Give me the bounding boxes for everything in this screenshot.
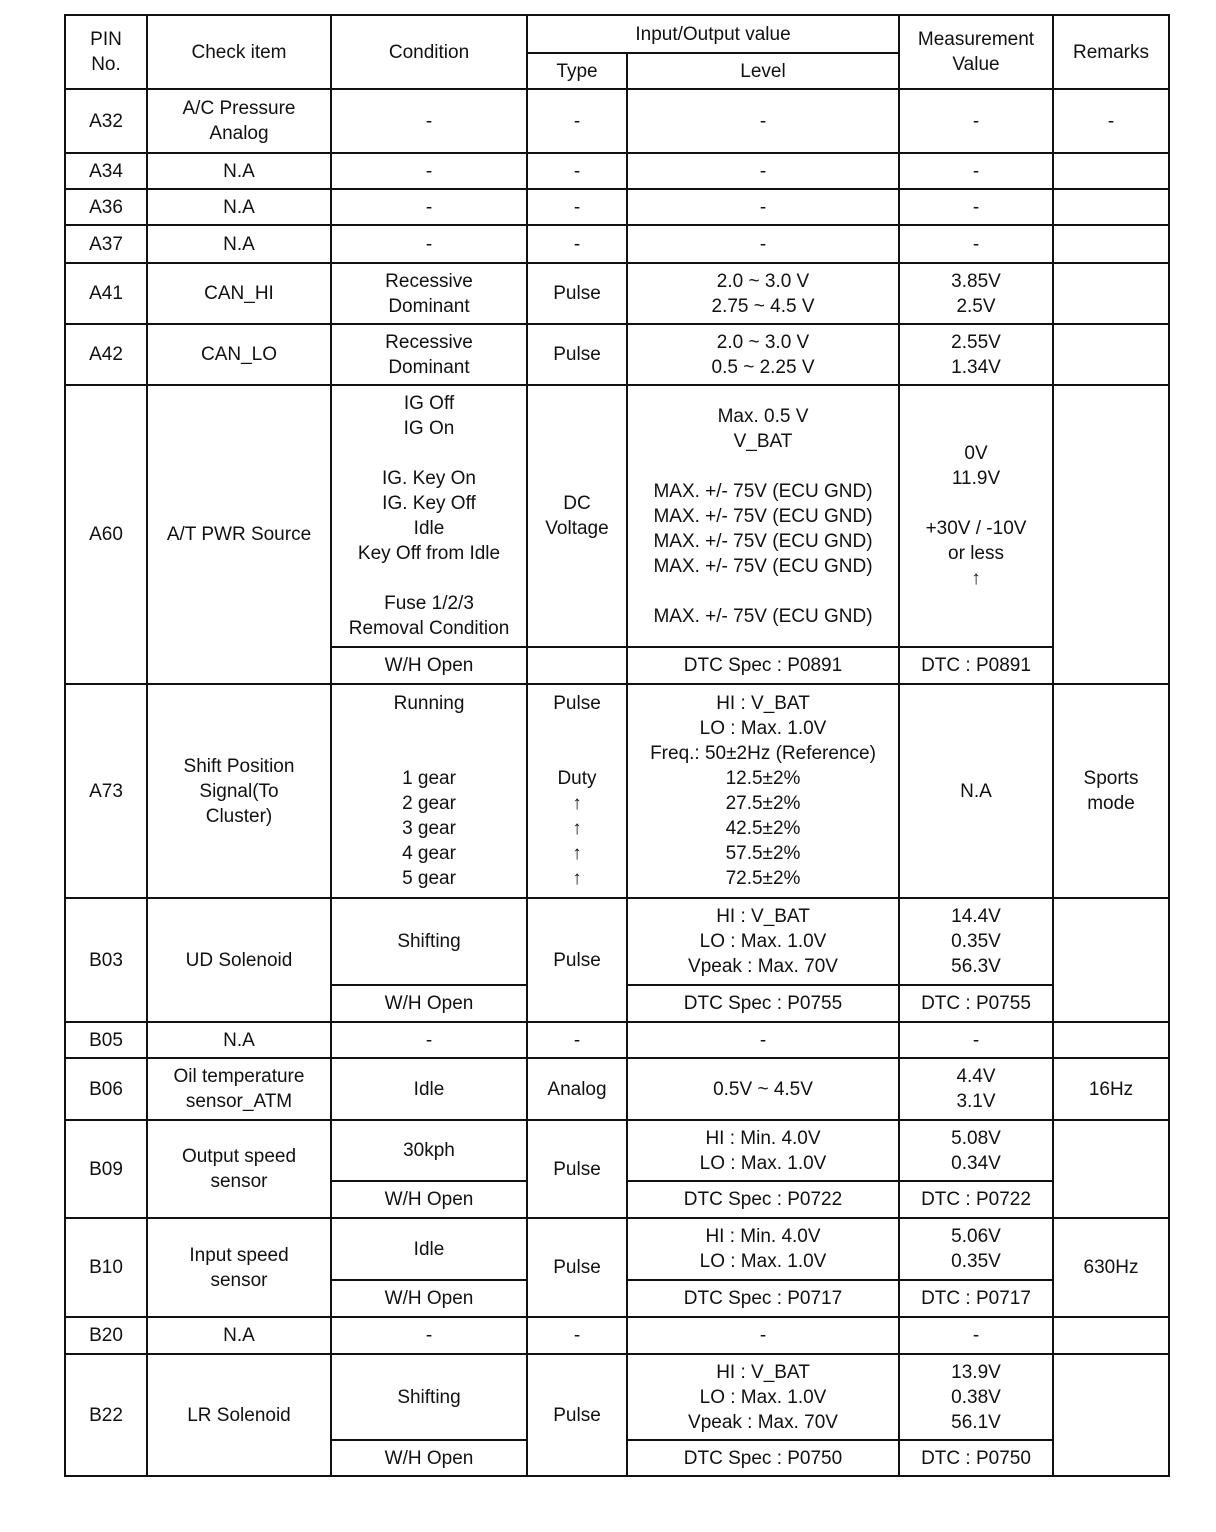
pin-cell: B03 <box>65 898 147 1022</box>
level-cell: 0.5V ~ 4.5V <box>627 1058 899 1120</box>
pin-cell: A42 <box>65 324 147 385</box>
level-cell: Max. 0.5 V V_BAT MAX. +/- 75V (ECU GND) MAX. +/- 75V (ECU GND) MAX. +/- 75V (ECU GND) MAX. +/- 75V (ECU GND) MAX. +/- 75V (ECU GND) <box>627 385 899 647</box>
check-item-cell: A/C Pressure Analog <box>147 89 331 153</box>
condition-cell: - <box>331 153 527 189</box>
type-cell: Analog <box>527 1058 627 1120</box>
condition-cell: - <box>331 225 527 263</box>
check-item-cell: LR Solenoid <box>147 1354 331 1476</box>
remarks-cell <box>1053 263 1169 324</box>
pin-cell: B22 <box>65 1354 147 1476</box>
pin-cell: A34 <box>65 153 147 189</box>
pin-cell: B20 <box>65 1317 147 1354</box>
measurement-cell: DTC : P0717 <box>899 1280 1053 1317</box>
table-row-a60 <box>65 385 1169 647</box>
remarks-cell: - <box>1053 89 1169 153</box>
type-cell: - <box>527 153 627 189</box>
condition-cell: W/H Open <box>331 1440 527 1476</box>
pin-cell: A60 <box>65 385 147 684</box>
header-condition: Condition <box>331 15 527 89</box>
level-cell: HI : V_BAT LO : Max. 1.0V Freq.: 50±2Hz (Reference) 12.5±2% 27.5±2% 42.5±2% 57.5±2% 72.5±2% <box>627 684 899 898</box>
pin-cell: A36 <box>65 189 147 225</box>
condition-cell: - <box>331 1317 527 1354</box>
measurement-cell: - <box>899 189 1053 225</box>
type-cell: Pulse <box>527 1120 627 1218</box>
table-row-a73 <box>65 684 1169 898</box>
check-item-cell: CAN_HI <box>147 263 331 324</box>
table-row-b03 <box>65 898 1169 985</box>
condition-cell: Idle <box>331 1218 527 1280</box>
header-io-value: Input/Output value <box>527 15 899 53</box>
check-item-cell: Input speed sensor <box>147 1218 331 1317</box>
type-cell: Pulse <box>527 898 627 1022</box>
check-item-cell: Oil temperature sensor_ATM <box>147 1058 331 1120</box>
header-row <box>65 15 1169 53</box>
remarks-cell <box>1053 1317 1169 1354</box>
type-cell: Pulse <box>527 263 627 324</box>
measurement-cell: 3.85V 2.5V <box>899 263 1053 324</box>
check-item-cell: N.A <box>147 153 331 189</box>
remarks-cell <box>1053 385 1169 684</box>
condition-cell: Running 1 gear 2 gear 3 gear 4 gear 5 gear <box>331 684 527 898</box>
pin-cell: A41 <box>65 263 147 324</box>
remarks-cell <box>1053 324 1169 385</box>
remarks-cell <box>1053 153 1169 189</box>
pin-cell: B06 <box>65 1058 147 1120</box>
table-row-a41 <box>65 263 1169 324</box>
measurement-cell: - <box>899 1022 1053 1058</box>
measurement-cell: - <box>899 1317 1053 1354</box>
check-item-cell: UD Solenoid <box>147 898 331 1022</box>
table-row-a42 <box>65 324 1169 385</box>
level-cell: DTC Spec : P0717 <box>627 1280 899 1317</box>
measurement-cell: - <box>899 153 1053 189</box>
remarks-cell: 16Hz <box>1053 1058 1169 1120</box>
condition-cell: W/H Open <box>331 1280 527 1317</box>
condition-cell: Shifting <box>331 1354 527 1440</box>
measurement-cell: 14.4V 0.35V 56.3V <box>899 898 1053 985</box>
measurement-cell: 4.4V 3.1V <box>899 1058 1053 1120</box>
type-cell: Pulse <box>527 1218 627 1317</box>
level-cell: DTC Spec : P0891 <box>627 647 899 684</box>
pin-cell: A32 <box>65 89 147 153</box>
condition-cell: W/H Open <box>331 647 527 684</box>
type-cell: - <box>527 189 627 225</box>
level-cell: - <box>627 1022 899 1058</box>
level-cell: HI : Min. 4.0V LO : Max. 1.0V <box>627 1218 899 1280</box>
table-row-b10 <box>65 1218 1169 1280</box>
condition-cell: Idle <box>331 1058 527 1120</box>
condition-cell: - <box>331 1022 527 1058</box>
condition-cell: - <box>331 189 527 225</box>
condition-cell: IG Off IG On IG. Key On IG. Key Off Idle Key Off from Idle Fuse 1/2/3 Removal Condition <box>331 385 527 647</box>
pin-cell: A37 <box>65 225 147 263</box>
level-cell: DTC Spec : P0755 <box>627 985 899 1022</box>
level-cell: - <box>627 225 899 263</box>
condition-cell: - <box>331 89 527 153</box>
type-cell: DC Voltage <box>527 385 627 647</box>
table-row-a34 <box>65 153 1169 189</box>
measurement-cell: 2.55V 1.34V <box>899 324 1053 385</box>
condition-cell: W/H Open <box>331 1181 527 1218</box>
table-row-b22 <box>65 1354 1169 1440</box>
measurement-cell: DTC : P0750 <box>899 1440 1053 1476</box>
measurement-cell: 13.9V 0.38V 56.1V <box>899 1354 1053 1440</box>
header-check-item: Check item <box>147 15 331 89</box>
remarks-cell <box>1053 225 1169 263</box>
level-cell: HI : Min. 4.0V LO : Max. 1.0V <box>627 1120 899 1181</box>
condition-cell: Recessive Dominant <box>331 324 527 385</box>
header-remarks: Remarks <box>1053 15 1169 89</box>
remarks-cell <box>1053 1120 1169 1218</box>
pin-cell: A73 <box>65 684 147 898</box>
check-item-cell: CAN_LO <box>147 324 331 385</box>
table-row-b05 <box>65 1022 1169 1058</box>
condition-cell: 30kph <box>331 1120 527 1181</box>
remarks-cell: 630Hz <box>1053 1218 1169 1317</box>
type-cell <box>527 647 627 684</box>
check-item-cell: Output speed sensor <box>147 1120 331 1218</box>
check-item-cell: N.A <box>147 225 331 263</box>
remarks-cell <box>1053 1022 1169 1058</box>
condition-cell: W/H Open <box>331 985 527 1022</box>
check-item-cell: N.A <box>147 1317 331 1354</box>
type-cell: Pulse <box>527 1354 627 1476</box>
condition-cell: Shifting <box>331 898 527 985</box>
measurement-cell: 0V 11.9V +30V / -10V or less ↑ <box>899 385 1053 647</box>
table-row-a36 <box>65 189 1169 225</box>
pin-cell: B10 <box>65 1218 147 1317</box>
type-cell: - <box>527 89 627 153</box>
check-item-cell: N.A <box>147 1022 331 1058</box>
type-cell: - <box>527 1317 627 1354</box>
measurement-cell: N.A <box>899 684 1053 898</box>
level-cell: - <box>627 89 899 153</box>
level-cell: DTC Spec : P0750 <box>627 1440 899 1476</box>
table-row-b06 <box>65 1058 1169 1120</box>
condition-cell: Recessive Dominant <box>331 263 527 324</box>
level-cell: - <box>627 1317 899 1354</box>
header-pin-no: PIN No. <box>65 15 147 89</box>
header-type: Type <box>527 53 627 89</box>
header-level: Level <box>627 53 899 89</box>
table-row-a37 <box>65 225 1169 263</box>
measurement-cell: DTC : P0755 <box>899 985 1053 1022</box>
remarks-cell <box>1053 1354 1169 1476</box>
header-measurement-value: Measurement Value <box>899 15 1053 89</box>
measurement-cell: 5.08V 0.34V <box>899 1120 1053 1181</box>
pin-spec-sheet <box>64 14 1168 1477</box>
table-row-b20 <box>65 1317 1169 1354</box>
table-row-b09 <box>65 1120 1169 1181</box>
remarks-cell: Sports mode <box>1053 684 1169 898</box>
type-cell: Pulse Duty ↑ ↑ ↑ ↑ <box>527 684 627 898</box>
level-cell: DTC Spec : P0722 <box>627 1181 899 1218</box>
type-cell: - <box>527 225 627 263</box>
level-cell: HI : V_BAT LO : Max. 1.0V Vpeak : Max. 70V <box>627 898 899 985</box>
pin-cell: B09 <box>65 1120 147 1218</box>
level-cell: HI : V_BAT LO : Max. 1.0V Vpeak : Max. 70V <box>627 1354 899 1440</box>
type-cell: - <box>527 1022 627 1058</box>
measurement-cell: - <box>899 225 1053 263</box>
check-item-cell: Shift Position Signal(To Cluster) <box>147 684 331 898</box>
table-row-a32 <box>65 89 1169 153</box>
measurement-cell: DTC : P0722 <box>899 1181 1053 1218</box>
pin-spec-table <box>64 14 1170 1477</box>
remarks-cell <box>1053 898 1169 1022</box>
level-cell: - <box>627 189 899 225</box>
check-item-cell: N.A <box>147 189 331 225</box>
type-cell: Pulse <box>527 324 627 385</box>
level-cell: 2.0 ~ 3.0 V 2.75 ~ 4.5 V <box>627 263 899 324</box>
check-item-cell: A/T PWR Source <box>147 385 331 684</box>
pin-cell: B05 <box>65 1022 147 1058</box>
level-cell: - <box>627 153 899 189</box>
remarks-cell <box>1053 189 1169 225</box>
measurement-cell: 5.06V 0.35V <box>899 1218 1053 1280</box>
measurement-cell: - <box>899 89 1053 153</box>
level-cell: 2.0 ~ 3.0 V 0.5 ~ 2.25 V <box>627 324 899 385</box>
measurement-cell: DTC : P0891 <box>899 647 1053 684</box>
